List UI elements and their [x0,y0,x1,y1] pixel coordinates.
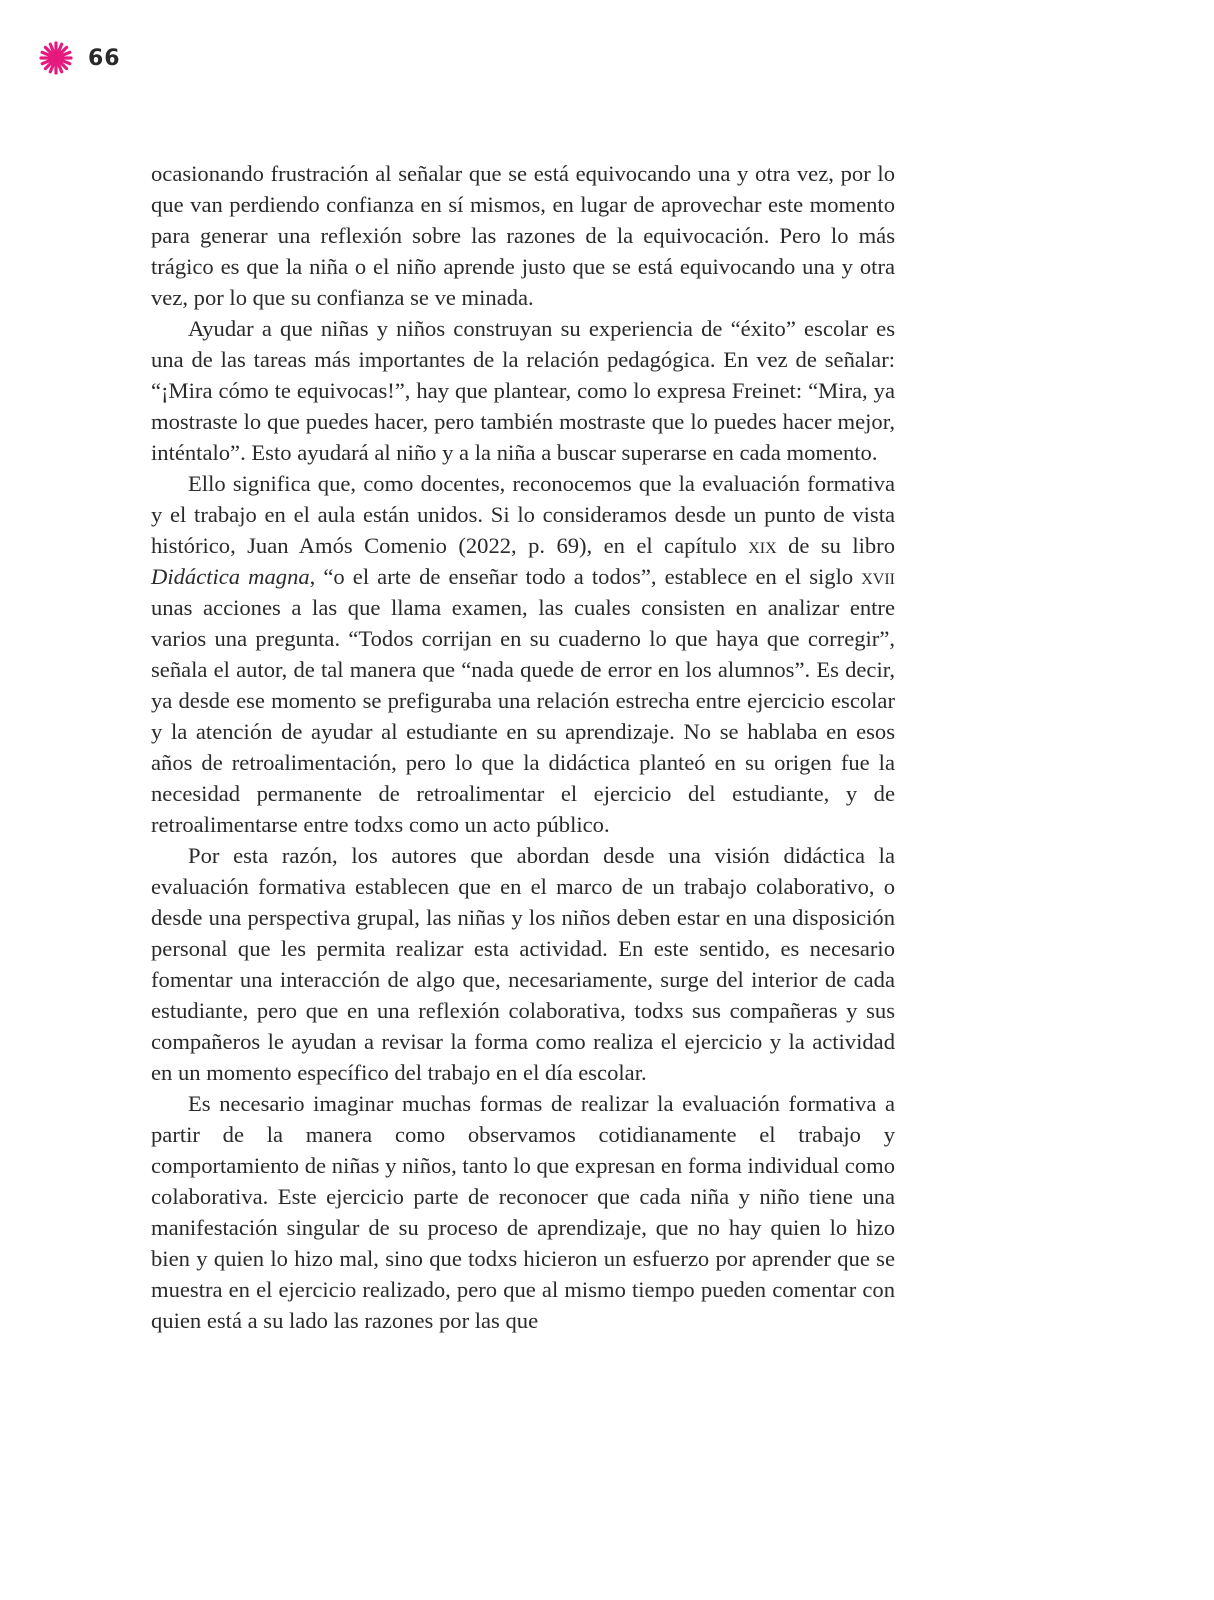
paragraph-3 [151,468,895,840]
paragraph-1: ocasionando frustración al señalar que se está equivocando una y otra vez, por lo que van perdiendo confianza en sí mismos, en lugar de aprovechar este momento para generar una reflexión sobre las razones de la equivocación. Pero lo más trágico es que la niña o el niño aprende justo que se está equivocando una y otra vez, por lo que su confianza se ve minada. [151,161,895,310]
paragraph-2: Ayudar a que niñas y niños construyan su experiencia de “éxito” escolar es una de las tareas más importantes de la relación pedagógica. En vez de señalar: “¡Mira cómo te equivocas!”, hay que plantear, como lo expresa Freinet: “Mira, ya mostraste lo que puedes hacer, pero también mostraste que lo puedes hacer mejor, inténtalo”. Esto ayudará al niño y a la niña a buscar superarse en cada momento. [151,316,895,465]
paragraph-3-part-4: unas acciones a las que llama examen, las cuales consisten en analizar entre varios una pregunta. “Todos corrijan en su cuaderno lo que haya que corregir”, señala el autor, de tal manera que “nada quede de error en los alumnos”. Es decir, ya desde ese momento se prefiguraba una relación estrecha entre ejercicio escolar y la atención de ayudar al estudiante en su aprendizaje. No se hablaba en esos años de retroalimentación, pero lo que la didáctica planteó en su origen fue la necesidad permanente de retroalimentar el ejercicio del estudiante, y de retroalimentarse entre todxs como un acto público. [151,595,895,837]
page-number: 66 [88,45,121,71]
paragraph-3-part-1: Ello significa que, como docentes, reconocemos que la evaluación formativa y el trabajo en el aula están unidos. Si lo consideramos desde un punto de vista histórico, Juan Amós Comenio (2022, p. 69), en el capítulo [151,471,895,558]
paragraph-3-part-2: de su libro [776,533,895,558]
paragraph-4: Por esta razón, los autores que abordan desde una visión didáctica la evaluación formativa establecen que en el marco de un trabajo colaborativo, o desde una perspectiva grupal, las niñas y los niños deben estar en una disposición personal que les permita realizar esta actividad. En este sentido, es necesario fomentar una interacción de algo que, necesariamente, surge del interior de cada estudiante, pero que en una reflexión colaborativa, todxs sus compañeras y sus compañeros le ayudan a revisar la forma como realiza el ejercicio y la actividad en un momento específico del trabajo en el día escolar. [151,843,895,1085]
body-text [151,158,895,1336]
page-header [38,38,121,78]
asterisk-icon [38,40,74,76]
book-title: Didáctica magna [151,564,310,589]
century: xvii [861,564,895,589]
chapter-number: xix [748,533,777,558]
paragraph-5: Es necesario imaginar muchas formas de realizar la evaluación formativa a partir de la manera como observamos cotidianamente el trabajo y comportamiento de niñas y niños, tanto lo que expresan en forma individual como colaborativa. Este ejercicio parte de reconocer que cada niña y niño tiene una manifestación singular de su proceso de aprendizaje, que no hay quien lo hizo bien y quien lo hizo mal, sino que todxs hicieron un esfuerzo por aprender que se muestra en el ejercicio realizado, pero que al mismo tiempo pueden comentar con quien está a su lado las razones por las que [151,1091,895,1333]
paragraph-3-part-3: , “o el arte de enseñar todo a todos”, establece en el siglo [309,564,862,589]
